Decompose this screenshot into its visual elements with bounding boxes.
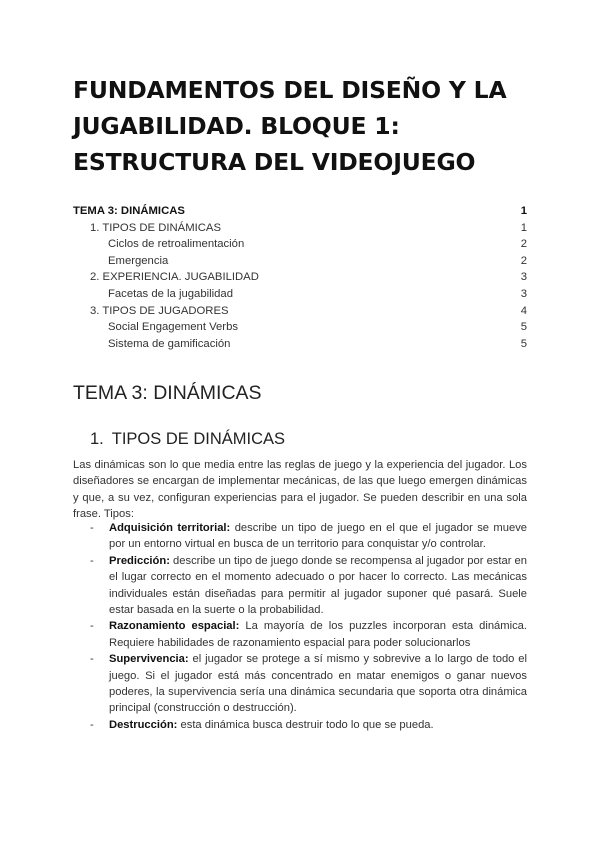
toc-entry-page: 4: [520, 304, 527, 317]
bullet-marker: -: [90, 522, 94, 534]
document-title: FUNDAMENTOS DEL DISEÑO Y LA JUGABILIDAD. BLOQUE 1: ESTRUCTURA DEL VIDEOJUEGO: [73, 76, 507, 176]
toc-entry[interactable]: [73, 286, 527, 303]
toc-entry-page: 3: [520, 287, 527, 300]
list-item-text: describe un tipo de juego en el que el jugador se mueve por un entorno virtual en busca de un territorio para conquistar y/o controlar.: [109, 522, 528, 551]
toc-entry[interactable]: [73, 336, 527, 353]
list-item: [73, 651, 527, 717]
list-item: [73, 553, 527, 619]
toc-entry-label: Facetas de la jugabilidad: [108, 287, 233, 300]
toc-entry-label: Emergencia: [108, 254, 169, 267]
toc-entry-page: 1: [520, 205, 527, 217]
toc-entry-page: 5: [520, 337, 527, 350]
bullet-marker: -: [90, 718, 94, 731]
toc-entry[interactable]: [73, 303, 527, 320]
toc-entry-label: Sistema de gamificación: [108, 337, 231, 350]
toc-entry-label: TEMA 3: DINÁMICAS: [73, 205, 185, 217]
list-item-term: Razonamiento espacial:: [109, 620, 240, 633]
toc-entry-page: 5: [520, 321, 527, 334]
list-item-text: La mayoría de los puzzles incorporan esta dinámica. Requiere habilidades de razonamiento espacial para poder solucionarlos: [109, 620, 527, 649]
toc-entry[interactable]: [73, 269, 527, 286]
list-item-text: describe un tipo de juego donde se recompensa al jugador por estar en el lugar correcto en el momento adecuado o por hacer lo correcto. Las mecánicas individuales están diseñadas para permitir al jugador suponer qué pasará. Suele estar basada en la suerte o la probabilidad.: [109, 554, 527, 617]
list-item-term: Supervivencia:: [109, 653, 189, 666]
subsection-label: TIPOS DE DINÁMICAS: [111, 430, 286, 448]
list-item-term: Predicción:: [109, 554, 170, 567]
toc-entry-page: 3: [520, 271, 527, 284]
toc-entry[interactable]: [73, 203, 527, 220]
toc-entry-label: 1. TIPOS DE DINÁMICAS: [90, 221, 221, 234]
list-item-term: Adquisición territorial:: [109, 522, 231, 534]
toc-entry-label: 2. EXPERIENCIA. JUGABILIDAD: [90, 271, 259, 284]
dynamics-list: [73, 520, 527, 733]
toc-entry-page: 2: [520, 238, 527, 251]
table-of-contents: [73, 203, 527, 352]
toc-entry-page: 1: [520, 221, 527, 234]
subsection-heading: [90, 430, 285, 449]
list-item-text: el jugador se protege a sí mismo y sobrevive a lo largo de todo el juego. Si el jugador está más concentrado en matar enemigos o ganar nuevos poderes, la supervivencia sería una dinámica secundaria que soporta otra dinámica principal (construcción o destrucción).: [109, 653, 527, 715]
list-item: [73, 618, 527, 651]
bullet-marker: -: [90, 620, 94, 633]
bullet-marker: -: [90, 554, 94, 567]
list-item-term: Destrucción:: [109, 718, 178, 731]
intro-paragraph: Las dinámicas son lo que media entre las reglas de juego y la experiencia del jugador. Los diseñadores se encargan de implementar mecánicas, de las que luego emergen dinámicas y que, a su vez, configuran experiencias para el jugador. Se pueden describir en una sola frase. Tipos:: [73, 459, 527, 521]
toc-entry[interactable]: [73, 319, 527, 336]
toc-entry-label: Ciclos de retroalimentación: [108, 238, 245, 251]
toc-entry-page: 2: [520, 254, 527, 267]
list-item: [73, 717, 527, 733]
section-heading: TEMA 3: DINÁMICAS: [73, 382, 262, 404]
toc-entry[interactable]: [73, 220, 527, 237]
subsection-number: 1.: [90, 430, 104, 448]
bullet-marker: -: [90, 653, 94, 666]
toc-entry-label: 3. TIPOS DE JUGADORES: [90, 304, 229, 317]
list-item-text: esta dinámica busca destruir todo lo que se pueda.: [177, 718, 434, 731]
list-item: [73, 520, 527, 553]
toc-entry[interactable]: [73, 236, 527, 253]
toc-entry[interactable]: [73, 253, 527, 270]
toc-entry-label: Social Engagement Verbs: [108, 321, 238, 334]
